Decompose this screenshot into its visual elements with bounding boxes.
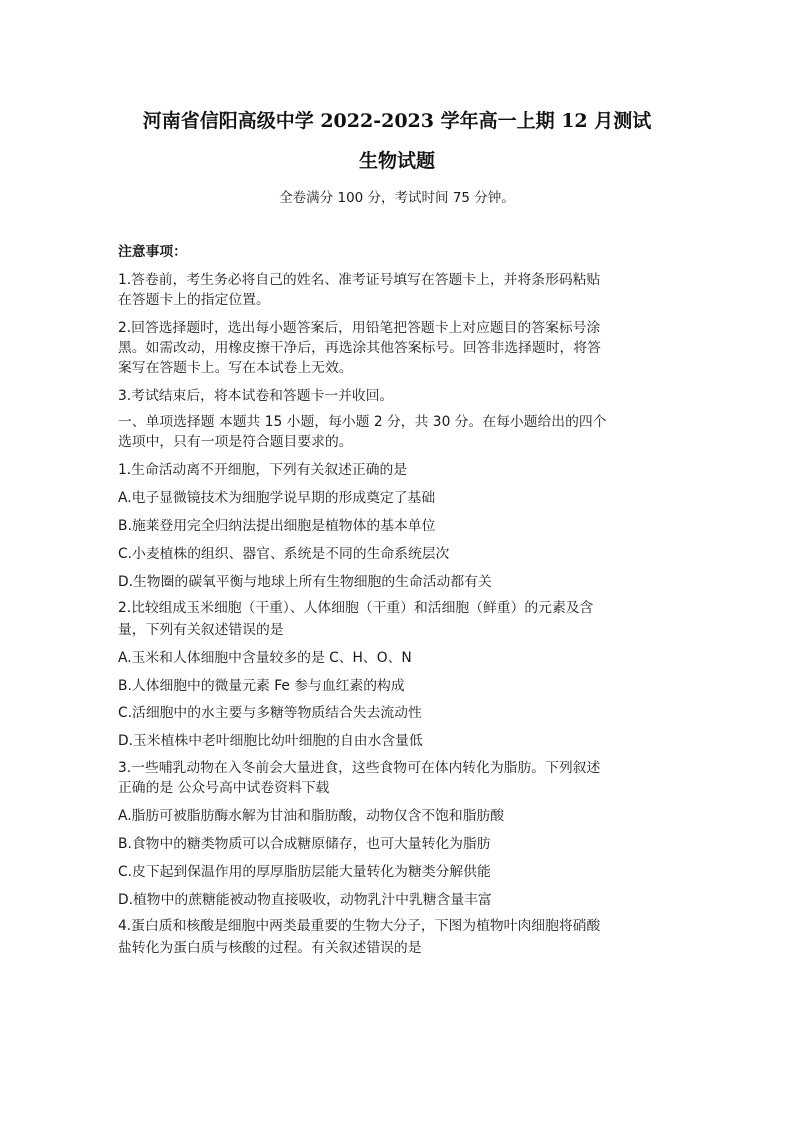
notice-item-1-cont: 在答题卡上的指定位置。 [118, 292, 270, 308]
question-1-option-d: D.生物圈的碳氧平衡与地球上所有生物细胞的生命活动都有关 [118, 574, 492, 590]
section-heading-cont: 选项中，只有一项是符合题目要求的。 [118, 434, 353, 450]
notice-heading: 注意事项： [118, 244, 187, 260]
question-3-option-a: A.脂肪可被脂肪酶水解为甘油和脂肪酸，动物仅含不饱和脂肪酸 [118, 808, 505, 824]
question-1-option-c: C.小麦植株的组织、器官、系统是不同的生命系统层次 [118, 546, 450, 562]
question-2-option-d: D.玉米植株中老叶细胞比幼叶细胞的自由水含量低 [118, 733, 423, 749]
question-3-option-d: D.植物中的蔗糖能被动物直接吸收，动物乳汁中乳糖含量丰富 [118, 892, 492, 908]
exam-subject-title: 生物试题 [358, 150, 435, 172]
notice-item-1: 1.答卷前，考生务必将自己的姓名、准考证号填写在答题卡上，并将条形码粘贴 [118, 272, 601, 288]
exam-title: 河南省信阳高级中学 2022-2023 学年高一上期 12 月测试 [142, 110, 652, 132]
question-2-stem-cont: 量，下列有关叙述错误的是 [118, 622, 284, 638]
question-2-option-b: B.人体细胞中的微量元素 Fe 参与血红素的构成 [118, 678, 405, 694]
exam-info: 全卷满分 100 分，考试时间 75 分钟。 [279, 190, 515, 206]
question-3-option-b: B.食物中的糖类物质可以合成糖原储存，也可大量转化为脂肪 [118, 836, 491, 852]
question-2-option-c: C.活细胞中的水主要与多糖等物质结合失去流动性 [118, 705, 422, 721]
question-3-stem: 3.一些哺乳动物在入冬前会大量进食，这些食物可在体内转化为脂肪。下列叙述 [118, 760, 601, 776]
notice-item-2-cont: 黑。如需改动，用橡皮擦干净后，再选涂其他答案标号。回答非选择题时，将答 [118, 340, 601, 356]
notice-item-2-cont: 案写在答题卡上。写在本试卷上无效。 [118, 360, 353, 376]
question-3-stem-cont: 正确的是 公众号高中试卷资料下载 [118, 780, 330, 796]
question-1-option-a: A.电子显微镜技术为细胞学说早期的形成奠定了基础 [118, 490, 436, 506]
question-3-option-c: C.皮下起到保温作用的厚厚脂肪层能大量转化为糖类分解供能 [118, 864, 491, 880]
question-4-stem-cont: 盐转化为蛋白质与核酸的过程。有关叙述错误的是 [118, 940, 422, 956]
section-heading: 一、单项选择题 本题共 15 小题，每小题 2 分，共 30 分。在每小题给出的四个 [118, 414, 607, 430]
notice-item-3: 3.考试结束后，将本试卷和答题卡一并收回。 [118, 388, 394, 404]
question-2-option-a: A.玉米和人体细胞中含量较多的是 C、H、O、N [118, 650, 412, 666]
question-4-stem: 4.蛋白质和核酸是细胞中两类最重要的生物大分子，下图为植物叶肉细胞将硝酸 [118, 918, 601, 934]
question-2-stem: 2.比较组成玉米细胞（干重）、人体细胞（干重）和活细胞（鲜重）的元素及含 [118, 600, 594, 616]
question-1-option-b: B.施莱登用完全归纳法提出细胞是植物体的基本单位 [118, 518, 436, 534]
question-1-stem: 1.生命活动离不开细胞，下列有关叙述正确的是 [118, 462, 408, 478]
notice-item-2: 2.回答选择题时，选出每小题答案后，用铅笔把答题卡上对应题目的答案标号涂 [118, 320, 601, 336]
